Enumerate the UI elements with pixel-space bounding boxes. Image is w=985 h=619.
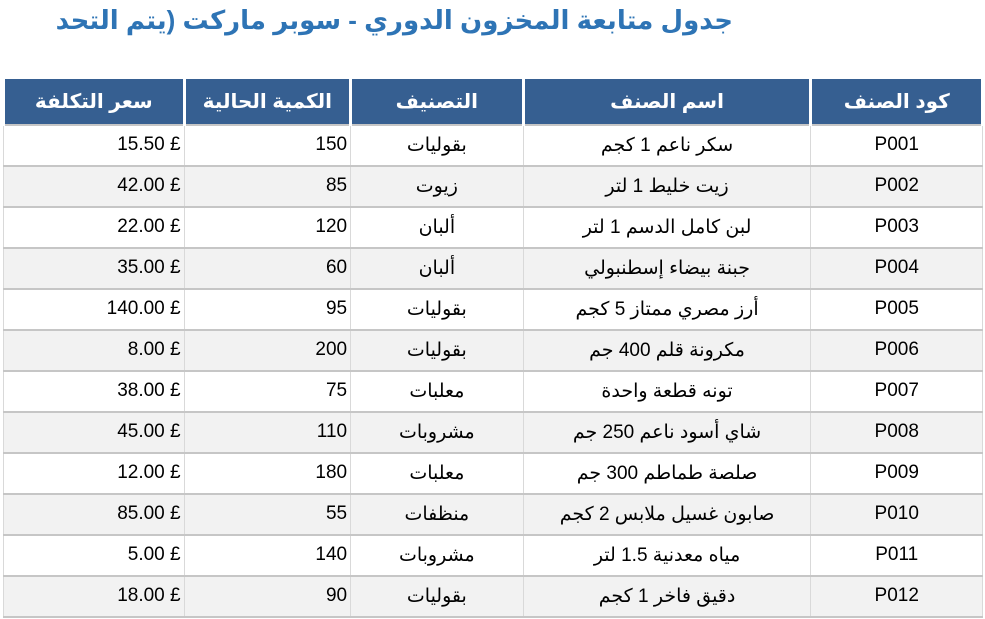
cell-quantity: 140 [184, 535, 351, 576]
cell-quantity: 200 [184, 330, 351, 371]
table-row [4, 535, 983, 576]
cell-item-code: P001 [811, 125, 983, 166]
cell-category: معلبات [351, 371, 524, 412]
table-row [4, 453, 983, 494]
cell-item-name: جبنة بيضاء إسطنبولي [523, 248, 811, 289]
cell-item-name: شاي أسود ناعم 250 جم [523, 412, 811, 453]
cell-item-name: لبن كامل الدسم 1 لتر [523, 207, 811, 248]
cell-quantity: 120 [184, 207, 351, 248]
cell-cost-price: 85.00 £ [4, 494, 185, 535]
cell-cost-price: 12.00 £ [4, 453, 185, 494]
cell-quantity: 55 [184, 494, 351, 535]
cell-category: معلبات [351, 453, 524, 494]
header-category: التصنيف [351, 79, 524, 125]
table-row [4, 289, 983, 330]
table-row [4, 330, 983, 371]
table-row [4, 576, 983, 617]
cell-cost-price: 8.00 £ [4, 330, 185, 371]
cell-item-code: P002 [811, 166, 983, 207]
cell-cost-price: 140.00 £ [4, 289, 185, 330]
table-row [4, 248, 983, 289]
cell-quantity: 90 [184, 576, 351, 617]
cell-item-code: P011 [811, 535, 983, 576]
cell-item-name: دقيق فاخر 1 كجم [523, 576, 811, 617]
header-item-code: كود الصنف [811, 79, 983, 125]
cell-quantity: 60 [184, 248, 351, 289]
header-item-name: اسم الصنف [523, 79, 811, 125]
cell-cost-price: 38.00 £ [4, 371, 185, 412]
cell-cost-price: 5.00 £ [4, 535, 185, 576]
cell-category: بقوليات [351, 125, 524, 166]
cell-quantity: 110 [184, 412, 351, 453]
cell-quantity: 180 [184, 453, 351, 494]
inventory-table [2, 78, 984, 618]
cell-item-code: P003 [811, 207, 983, 248]
cell-category: مشروبات [351, 535, 524, 576]
cell-item-code: P005 [811, 289, 983, 330]
header-cost-price: سعر التكلفة [4, 79, 185, 125]
header-quantity: الكمية الحالية [184, 79, 351, 125]
table-row [4, 412, 983, 453]
document-title: جدول متابعة المخزون الدوري - سوبر ماركت (يتم التحد [55, 5, 733, 35]
cell-category: بقوليات [351, 330, 524, 371]
table-header-row [4, 79, 983, 125]
table-row [4, 371, 983, 412]
cell-item-name: أرز مصري ممتاز 5 كجم [523, 289, 811, 330]
cell-item-code: P008 [811, 412, 983, 453]
cell-item-code: P007 [811, 371, 983, 412]
cell-quantity: 75 [184, 371, 351, 412]
cell-item-code: P006 [811, 330, 983, 371]
table-row [4, 166, 983, 207]
cell-category: زيوت [351, 166, 524, 207]
cell-cost-price: 15.50 £ [4, 125, 185, 166]
cell-category: ألبان [351, 207, 524, 248]
cell-cost-price: 35.00 £ [4, 248, 185, 289]
table-row [4, 494, 983, 535]
cell-category: بقوليات [351, 576, 524, 617]
table-row [4, 207, 983, 248]
cell-item-name: سكر ناعم 1 كجم [523, 125, 811, 166]
cell-item-name: مكرونة قلم 400 جم [523, 330, 811, 371]
cell-cost-price: 42.00 £ [4, 166, 185, 207]
cell-quantity: 85 [184, 166, 351, 207]
cell-item-name: زيت خليط 1 لتر [523, 166, 811, 207]
cell-quantity: 150 [184, 125, 351, 166]
cell-item-name: صلصة طماطم 300 جم [523, 453, 811, 494]
cell-cost-price: 18.00 £ [4, 576, 185, 617]
cell-category: مشروبات [351, 412, 524, 453]
cell-category: ألبان [351, 248, 524, 289]
cell-item-name: صابون غسيل ملابس 2 كجم [523, 494, 811, 535]
cell-item-name: مياه معدنية 1.5 لتر [523, 535, 811, 576]
cell-item-name: تونه قطعة واحدة [523, 371, 811, 412]
cell-item-code: P009 [811, 453, 983, 494]
cell-cost-price: 22.00 £ [4, 207, 185, 248]
cell-item-code: P004 [811, 248, 983, 289]
table-row [4, 125, 983, 166]
cell-item-code: P012 [811, 576, 983, 617]
cell-category: بقوليات [351, 289, 524, 330]
cell-item-code: P010 [811, 494, 983, 535]
cell-quantity: 95 [184, 289, 351, 330]
cell-category: منظفات [351, 494, 524, 535]
cell-cost-price: 45.00 £ [4, 412, 185, 453]
